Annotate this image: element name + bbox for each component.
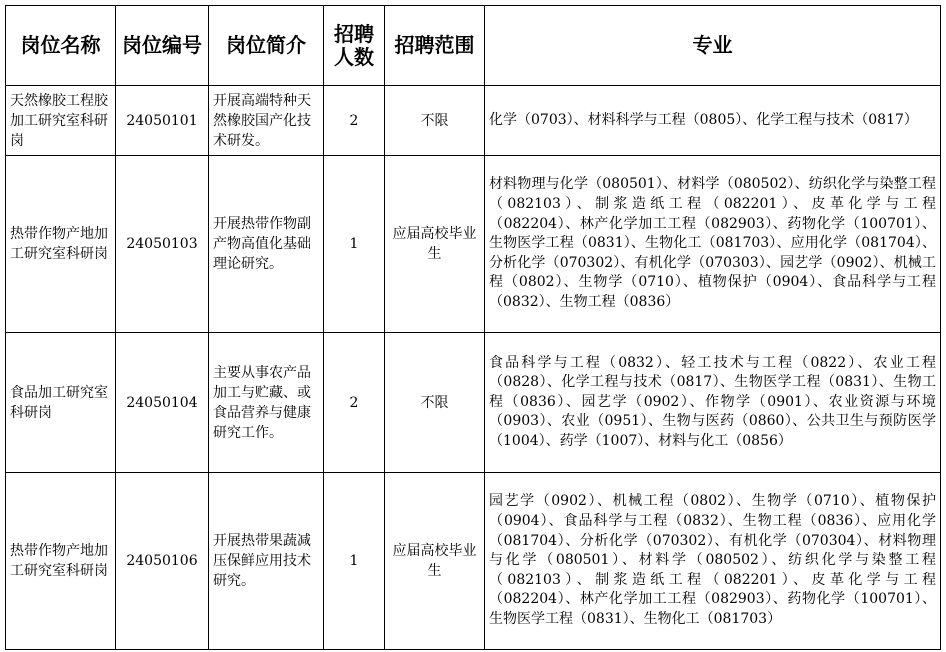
position-major: 化学（0703）、材料科学与工程（0805）、化学工程与技术（0817） — [485, 86, 941, 156]
position-count: 1 — [324, 156, 385, 333]
position-scope: 应届高校毕业生 — [385, 473, 485, 650]
header-scope: 招聘范围 — [385, 6, 485, 86]
position-name: 天然橡胶工程胶加工研究室科研岗 — [6, 86, 116, 156]
position-name: 食品加工研究室科研岗 — [6, 333, 116, 473]
position-intro: 开展热带果蔬减压保鲜应用技术研究。 — [209, 473, 324, 650]
position-major: 材料物理与化学（080501）、材料学（080502）、纺织化学与染整工程（082103）、制浆造纸工程（082201）、皮革化学与工程（082204）、林产化学加工工程（082903）、药物化学（100701）、生物医学工程（0831）、生物化工（081703）、应用化学（081704）、分析化学（070302）、有机化学（070303）、园艺学（0902）、机械工程（0802）、生物学（0710）、植物保护（0904）、食品科学与工程（0832）、生物工程（0836） — [485, 156, 941, 333]
table-row — [6, 156, 941, 333]
position-code: 24050101 — [116, 86, 209, 156]
position-scope: 应届高校毕业生 — [385, 156, 485, 333]
table-row — [6, 473, 941, 650]
table-row — [6, 86, 941, 156]
header-name: 岗位名称 — [6, 6, 116, 86]
position-intro: 主要从事农产品加工与贮藏、或食品营养与健康研究工作。 — [209, 333, 324, 473]
table-header-row — [6, 6, 941, 86]
position-name: 热带作物产地加工研究室科研岗 — [6, 473, 116, 650]
position-major: 园艺学（0902）、机械工程（0802）、生物学（0710）、植物保护（0904）、食品科学与工程（0832）、生物工程（0836）、应用化学（081704）、分析化学（070302）、有机化学（070304）、材料物理与化学（080501）、材料学（080502）、纺织化学与染整工程（082103）、制浆造纸工程（082201）、皮革化学与工程（082204）、林产化学加工工程（082903）、药物化学（100701）、生物医学工程（0831）、生物化工（081703） — [485, 473, 941, 650]
position-count: 1 — [324, 473, 385, 650]
table-row — [6, 333, 941, 473]
position-scope: 不限 — [385, 333, 485, 473]
position-major: 食品科学与工程（0832）、轻工技术与工程（0822）、农业工程（0828）、化学工程与技术（0817）、生物医学工程（0831）、生物工程（0836）、园艺学（0902）、作物学（0901）、农业资源与环境（0903）、农业（0951）、生物与医药（0860）、公共卫生与预防医学（1004）、药学（1007）、材料与化工（0856） — [485, 333, 941, 473]
position-count: 2 — [324, 86, 385, 156]
position-code: 24050103 — [116, 156, 209, 333]
recruitment-table — [5, 5, 941, 650]
position-intro: 开展高端特种天然橡胶国产化技术研发。 — [209, 86, 324, 156]
header-intro: 岗位简介 — [209, 6, 324, 86]
header-count: 招聘人数 — [324, 6, 385, 86]
header-code: 岗位编号 — [116, 6, 209, 86]
position-code: 24050104 — [116, 333, 209, 473]
position-code: 24050106 — [116, 473, 209, 650]
header-major: 专业 — [485, 6, 941, 86]
position-intro: 开展热带作物副产物高值化基础理论研究。 — [209, 156, 324, 333]
position-name: 热带作物产地加工研究室科研岗 — [6, 156, 116, 333]
position-scope: 不限 — [385, 86, 485, 156]
position-count: 2 — [324, 333, 385, 473]
